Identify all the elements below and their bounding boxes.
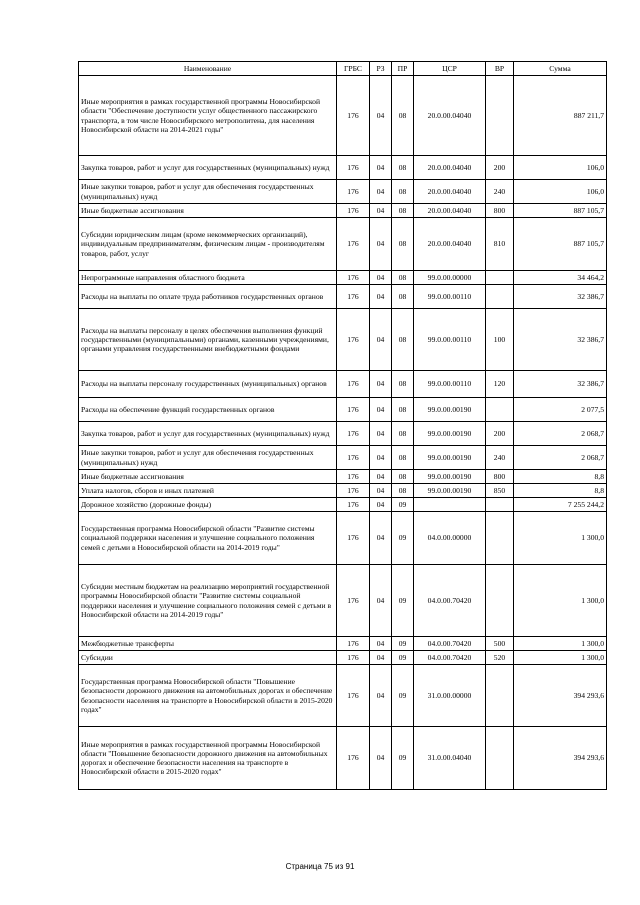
cell-name: Уплата налогов, сборов и иных платежей <box>79 484 337 498</box>
cell-sum: 32 386,7 <box>514 285 607 309</box>
cell-grbs: 176 <box>337 271 370 285</box>
cell-vr: 200 <box>486 422 514 446</box>
table-row <box>79 498 607 512</box>
cell-grbs: 176 <box>337 218 370 271</box>
table-row <box>79 512 607 565</box>
cell-pr: 09 <box>392 637 414 651</box>
cell-pr: 08 <box>392 446 414 470</box>
cell-sum: 106,0 <box>514 180 607 204</box>
cell-pr: 09 <box>392 498 414 512</box>
cell-vr: 800 <box>486 204 514 218</box>
cell-name: Субсидии <box>79 651 337 665</box>
cell-rz: 04 <box>370 398 392 422</box>
cell-grbs: 176 <box>337 446 370 470</box>
cell-pr: 08 <box>392 76 414 156</box>
cell-csr: 99.0.00.00190 <box>414 446 486 470</box>
table-row <box>79 285 607 309</box>
table-row <box>79 565 607 637</box>
cell-pr: 08 <box>392 218 414 271</box>
cell-csr: 04.0.00.00000 <box>414 512 486 565</box>
cell-rz: 04 <box>370 371 392 398</box>
cell-pr: 08 <box>392 156 414 180</box>
table-row <box>79 76 607 156</box>
cell-rz: 04 <box>370 470 392 484</box>
cell-grbs: 176 <box>337 637 370 651</box>
cell-sum: 1 300,0 <box>514 512 607 565</box>
cell-name: Закупка товаров, работ и услуг для государственных (муниципальных) нужд <box>79 422 337 446</box>
table-row <box>79 665 607 727</box>
budget-table <box>78 61 607 790</box>
cell-csr: 20.0.00.04040 <box>414 204 486 218</box>
header-csr: ЦСР <box>414 62 486 76</box>
table-row <box>79 371 607 398</box>
cell-grbs: 176 <box>337 651 370 665</box>
cell-vr: 120 <box>486 371 514 398</box>
cell-vr: 800 <box>486 470 514 484</box>
cell-csr: 99.0.00.00190 <box>414 470 486 484</box>
table-row <box>79 470 607 484</box>
cell-sum: 1 300,0 <box>514 651 607 665</box>
cell-sum: 887 105,7 <box>514 204 607 218</box>
cell-pr: 08 <box>392 204 414 218</box>
cell-rz: 04 <box>370 651 392 665</box>
page-footer: Страница 75 из 91 <box>285 862 355 871</box>
cell-vr: 850 <box>486 484 514 498</box>
cell-pr: 08 <box>392 484 414 498</box>
cell-grbs: 176 <box>337 565 370 637</box>
table-row <box>79 727 607 790</box>
cell-vr <box>486 727 514 790</box>
cell-pr: 08 <box>392 180 414 204</box>
cell-name: Иные закупки товаров, работ и услуг для обеспечения государственных (муниципальных) нужд <box>79 446 337 470</box>
cell-pr: 08 <box>392 470 414 484</box>
cell-vr: 240 <box>486 446 514 470</box>
cell-vr: 810 <box>486 218 514 271</box>
cell-vr: 200 <box>486 156 514 180</box>
cell-name: Иные мероприятия в рамках государственной программы Новосибирской области "Повышение безопасности дорожного движения на автомобильных дорогах и обеспечение безопасности населения на транспорте в Новосибирской области в 2015-2020 годах" <box>79 727 337 790</box>
cell-rz: 04 <box>370 446 392 470</box>
cell-sum: 34 464,2 <box>514 271 607 285</box>
cell-rz: 04 <box>370 565 392 637</box>
cell-grbs: 176 <box>337 665 370 727</box>
cell-vr <box>486 498 514 512</box>
table-row <box>79 309 607 371</box>
cell-grbs: 176 <box>337 470 370 484</box>
cell-grbs: 176 <box>337 204 370 218</box>
header-row <box>79 62 607 76</box>
cell-vr <box>486 76 514 156</box>
cell-rz: 04 <box>370 422 392 446</box>
cell-pr: 09 <box>392 727 414 790</box>
cell-name: Непрограммные направления областного бюджета <box>79 271 337 285</box>
cell-rz: 04 <box>370 309 392 371</box>
header-rz: РЗ <box>370 62 392 76</box>
cell-sum: 106,0 <box>514 156 607 180</box>
cell-vr <box>486 271 514 285</box>
table-row <box>79 637 607 651</box>
table-row <box>79 446 607 470</box>
cell-csr: 99.0.00.00190 <box>414 398 486 422</box>
cell-csr: 20.0.00.04040 <box>414 156 486 180</box>
cell-sum: 2 077,5 <box>514 398 607 422</box>
cell-grbs: 176 <box>337 498 370 512</box>
cell-csr: 99.0.00.00190 <box>414 484 486 498</box>
cell-sum: 8,8 <box>514 484 607 498</box>
cell-pr: 08 <box>392 398 414 422</box>
cell-sum: 8,8 <box>514 470 607 484</box>
cell-csr: 20.0.00.04040 <box>414 180 486 204</box>
cell-csr: 20.0.00.04040 <box>414 76 486 156</box>
cell-rz: 04 <box>370 637 392 651</box>
cell-sum: 394 293,6 <box>514 665 607 727</box>
cell-name: Иные мероприятия в рамках государственной программы Новосибирской области "Обеспечение доступности услуг общественного пассажирского транспорта, в том числе Новосибирского метрополитена, для населения Новосибирской области на 2014-2021 годы" <box>79 76 337 156</box>
cell-csr: 31.0.00.04040 <box>414 727 486 790</box>
cell-name: Закупка товаров, работ и услуг для государственных (муниципальных) нужд <box>79 156 337 180</box>
cell-vr: 520 <box>486 651 514 665</box>
cell-name: Расходы на выплаты персоналу государственных (муниципальных) органов <box>79 371 337 398</box>
table-row <box>79 218 607 271</box>
cell-grbs: 176 <box>337 727 370 790</box>
cell-vr: 240 <box>486 180 514 204</box>
cell-grbs: 176 <box>337 398 370 422</box>
cell-vr: 100 <box>486 309 514 371</box>
table-row <box>79 180 607 204</box>
table-body <box>79 76 607 790</box>
cell-grbs: 176 <box>337 180 370 204</box>
cell-grbs: 176 <box>337 156 370 180</box>
cell-grbs: 176 <box>337 512 370 565</box>
cell-csr: 99.0.00.00000 <box>414 271 486 285</box>
cell-rz: 04 <box>370 727 392 790</box>
cell-name: Иные бюджетные ассигнования <box>79 470 337 484</box>
cell-pr: 08 <box>392 285 414 309</box>
table-row <box>79 651 607 665</box>
table-row <box>79 398 607 422</box>
cell-sum: 7 255 244,2 <box>514 498 607 512</box>
cell-name: Иные закупки товаров, работ и услуг для обеспечения государственных (муниципальных) нужд <box>79 180 337 204</box>
cell-pr: 08 <box>392 422 414 446</box>
cell-csr: 99.0.00.00110 <box>414 285 486 309</box>
cell-sum: 394 293,6 <box>514 727 607 790</box>
cell-grbs: 176 <box>337 76 370 156</box>
cell-grbs: 176 <box>337 371 370 398</box>
cell-pr: 09 <box>392 565 414 637</box>
cell-name: Субсидии местным бюджетам на реализацию мероприятий государственной программы Новосибирской области "Развитие системы социальной поддержки населения и улучшение социального положения семей с детьми в Новосибирской области на 2014-2019 годы" <box>79 565 337 637</box>
cell-name: Дорожное хозяйство (дорожные фонды) <box>79 498 337 512</box>
cell-rz: 04 <box>370 218 392 271</box>
cell-csr: 99.0.00.00190 <box>414 422 486 446</box>
cell-name: Государственная программа Новосибирской области "Повышение безопасности дорожного движения на автомобильных дорогах и обеспечение безопасности населения на транспорте в Новосибирской области в 2015-2020 годах" <box>79 665 337 727</box>
cell-sum: 1 300,0 <box>514 637 607 651</box>
cell-name: Расходы на выплаты персоналу в целях обеспечения выполнения функций государственными (муниципальными) органами, казенными учреждениями, органами управления государственными внебюджетными фондами <box>79 309 337 371</box>
cell-sum: 1 300,0 <box>514 565 607 637</box>
cell-vr: 500 <box>486 637 514 651</box>
table-row <box>79 422 607 446</box>
cell-rz: 04 <box>370 665 392 727</box>
table-row <box>79 204 607 218</box>
cell-sum: 32 386,7 <box>514 371 607 398</box>
cell-pr: 08 <box>392 371 414 398</box>
header-vr: ВР <box>486 62 514 76</box>
cell-pr: 09 <box>392 651 414 665</box>
cell-csr: 31.0.00.00000 <box>414 665 486 727</box>
cell-pr: 08 <box>392 271 414 285</box>
cell-grbs: 176 <box>337 484 370 498</box>
cell-grbs: 176 <box>337 422 370 446</box>
cell-name: Субсидии юридическим лицам (кроме некоммерческих организаций), индивидуальным предпринимателям, физическим лицам - производителям товаров, работ, услуг <box>79 218 337 271</box>
cell-pr: 09 <box>392 512 414 565</box>
cell-csr: 99.0.00.00110 <box>414 371 486 398</box>
cell-csr: 99.0.00.00110 <box>414 309 486 371</box>
header-grbs: ГРБС <box>337 62 370 76</box>
header-name: Наименование <box>79 62 337 76</box>
cell-rz: 04 <box>370 498 392 512</box>
cell-rz: 04 <box>370 76 392 156</box>
cell-pr: 09 <box>392 665 414 727</box>
cell-name: Межбюджетные трансферты <box>79 637 337 651</box>
cell-sum: 2 068,7 <box>514 446 607 470</box>
cell-sum: 887 105,7 <box>514 218 607 271</box>
cell-sum: 32 386,7 <box>514 309 607 371</box>
cell-grbs: 176 <box>337 285 370 309</box>
table-row <box>79 156 607 180</box>
header-pr: ПР <box>392 62 414 76</box>
cell-sum: 2 068,7 <box>514 422 607 446</box>
cell-rz: 04 <box>370 285 392 309</box>
cell-vr <box>486 665 514 727</box>
cell-rz: 04 <box>370 484 392 498</box>
cell-csr: 20.0.00.04040 <box>414 218 486 271</box>
cell-name: Государственная программа Новосибирской области "Развитие системы социальной поддержки населения и улучшение социального положения семей с детьми в Новосибирской области на 2014-2019 годы" <box>79 512 337 565</box>
cell-sum: 887 211,7 <box>514 76 607 156</box>
table-row <box>79 484 607 498</box>
cell-pr: 08 <box>392 309 414 371</box>
cell-rz: 04 <box>370 204 392 218</box>
header-sum: Сумма <box>514 62 607 76</box>
cell-name: Иные бюджетные ассигнования <box>79 204 337 218</box>
cell-vr <box>486 285 514 309</box>
cell-name: Расходы на выплаты по оплате труда работников государственных органов <box>79 285 337 309</box>
cell-csr: 04.0.00.70420 <box>414 651 486 665</box>
cell-name: Расходы на обеспечение функций государственных органов <box>79 398 337 422</box>
cell-csr: 04.0.00.70420 <box>414 565 486 637</box>
cell-csr: 04.0.00.70420 <box>414 637 486 651</box>
cell-rz: 04 <box>370 271 392 285</box>
cell-rz: 04 <box>370 156 392 180</box>
cell-rz: 04 <box>370 180 392 204</box>
cell-vr <box>486 512 514 565</box>
cell-grbs: 176 <box>337 309 370 371</box>
table-row <box>79 271 607 285</box>
cell-csr <box>414 498 486 512</box>
cell-vr <box>486 565 514 637</box>
cell-vr <box>486 398 514 422</box>
cell-rz: 04 <box>370 512 392 565</box>
